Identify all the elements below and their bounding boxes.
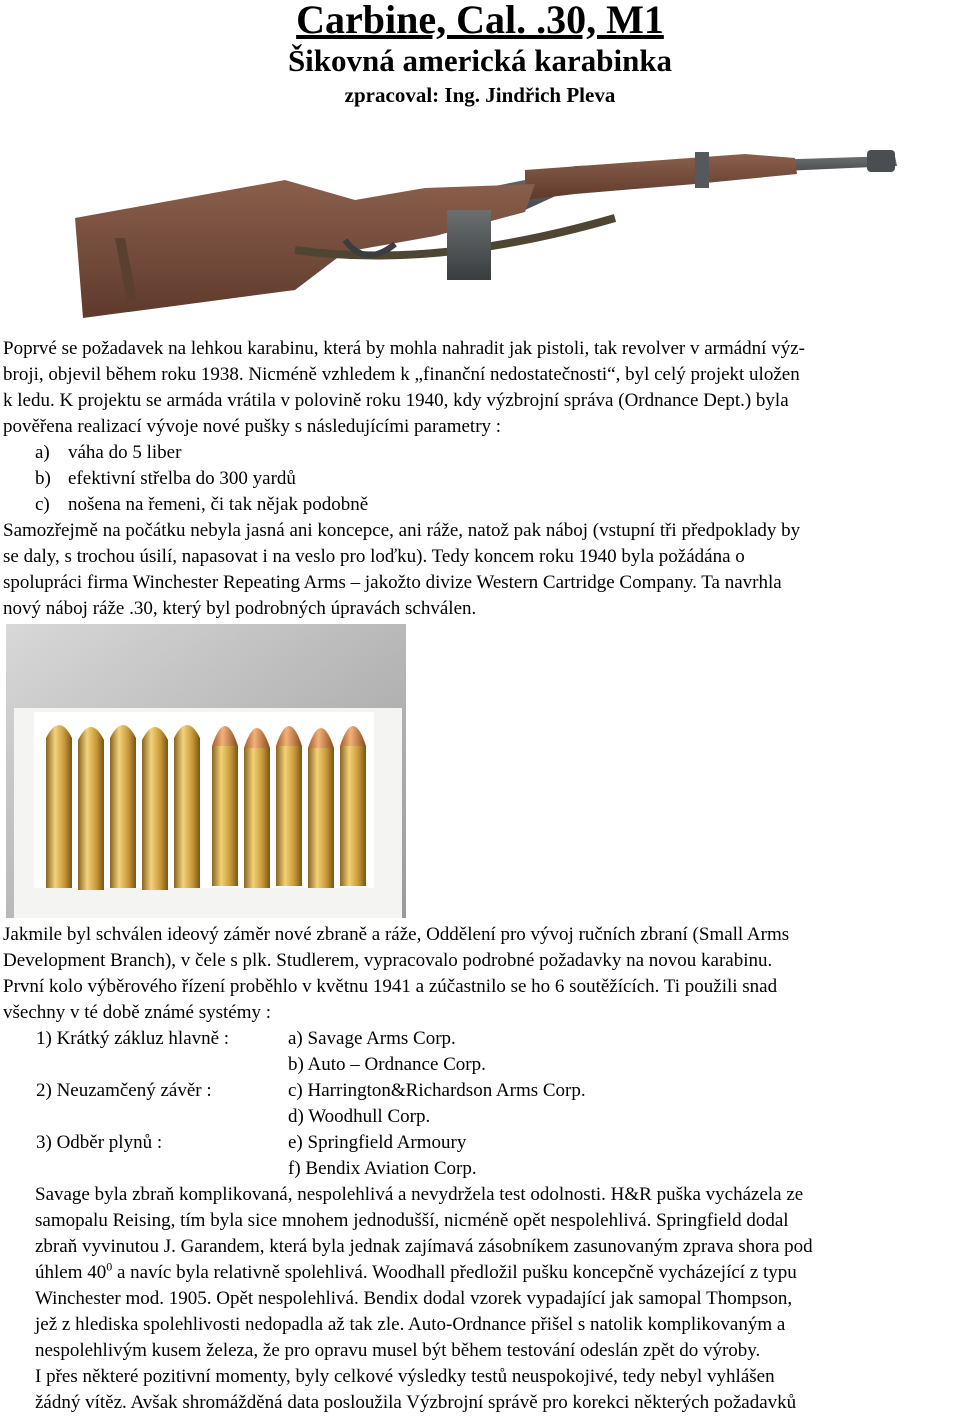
cartridges-photo [6,624,406,918]
intro-line-2: broji, objevil během roku 1938. Nicméně vzhledem k „finanční nedostatečnosti“, byl celý projekt uložen [3,364,800,385]
eval-line-2: samopalu Reising, tím byla sice mnohem jednodušší, nicméně opět nespolehlivá. Springfield dodal [35,1210,789,1231]
dev-line-2: Development Branch), v čele s plk. Studlerem, vypracovalo podrobné požadavky na novou karabinu. [3,950,773,971]
magazine [447,210,491,280]
eval-line-7: nespolehlivým kusem železa, že pro opravu musel být během testování odeslán zpět do výroby. [35,1340,761,1361]
intro-more-line-3: spolupráci firma Winchester Repeating Arms – jakožto divize Western Cartridge Company. Ta navrhla [3,572,782,593]
param-text: váha do 5 liber [68,442,182,463]
system-group: 3) Odběr plynů : [36,1132,163,1153]
system-entry: a) Savage Arms Corp. [288,1028,456,1049]
param-label: a) [35,442,50,463]
eval-line-5: Winchester mod. 1905. Opět nespolehlivá. Bendix dodal vzorek vypadající jak samopal Thompson, [35,1288,793,1309]
page-title: Carbine, Cal. .30, M1 [296,0,664,42]
intro-more-line-1: Samozřejmě na počátku nebyla jasná ani koncepce, ani ráže, natož pak náboj (vstupní tři předpoklady by [3,520,801,541]
system-entry: f) Bendix Aviation Corp. [288,1158,477,1179]
param-text: efektivní střelba do 300 yardů [68,468,296,489]
intro-more-line-2: se daly, s trochou úsilí, napasovat i na veslo pro loďku). Tedy koncem roku 1940 byla požádána o [3,546,745,567]
intro-more-line-4: nový náboj ráže .30, který byl podrobných úpravách schválen. [3,598,477,619]
intro-line-3: k ledu. K projektu se armáda vrátila v polovině roku 1940, kdy výzbrojní správa (Ordnance Dept.) byla [3,390,789,411]
forearm [525,154,797,200]
eval-line-6: jež z hlediska spolehlivosti nedopadla až tak zle. Auto-Ordnance přišel s natolik komplikovaným a [35,1314,786,1335]
dev-line-1: Jakmile byl schválen ideový záměr nové zbraně a ráže, Oddělení pro vývoj ručních zbraní (Small Arms [3,924,790,945]
param-text: nošena na řemeni, či tak nějak podobně [68,494,369,515]
system-entry: b) Auto – Ordnance Corp. [288,1054,486,1075]
intro-line-4: pověřena realizací vývoje nové pušky s následujícími parametry : [3,416,502,437]
system-entry: c) Harrington&Richardson Arms Corp. [288,1080,586,1101]
front-sight [867,150,895,172]
eval-line-4-end: a navíc byla relativně spolehlivá. Woodhall předložil pušku koncepčně vycházející z typu [112,1262,797,1283]
eval-line-4-start: úhlem 40 [35,1262,107,1283]
dev-line-4: všechny v té době známé systémy : [3,1002,272,1023]
param-label: b) [35,468,51,489]
intro-line-1: Poprvé se požadavek na lehkou karabinu, která by mohla nahradit jak pistoli, tak revolver v armádní výz- [3,338,805,359]
eval-line-8: I přes některé pozitivní momenty, byly celkové výsledky testů neuspokojivé, tedy nebyl vyhlášen [35,1366,775,1387]
system-entry: d) Woodhull Corp. [288,1106,431,1127]
param-label: c) [35,494,50,515]
m1-carbine-photo [55,140,925,320]
degree-superscript: 0 [106,1259,113,1274]
author-line: zpracoval: Ing. Jindřich Pleva [344,83,616,107]
eval-line-9: žádný vítěz. Avšak shromážděná data posloužila Výzbrojní správě pro korekci některých požadavků [35,1392,797,1413]
system-group: 1) Krátký zákluz hlavně : [36,1028,230,1049]
eval-line-4 [35,1260,960,1286]
dev-line-3: První kolo výběrového řízení proběhlo v květnu 1941 a zúčastnilo se ho 6 soutěžících. Ti použili snad [3,976,778,997]
barrel-band [695,152,709,188]
eval-line-3: zbraň vyvinutou J. Garandem, která byla jednak zajímavá zásobníkem zasunovaným zprava shora pod [35,1236,813,1257]
eval-line-1: Savage byla zbraň komplikovaná, nespolehlivá a nevydržela test odolnosti. H&R puška vycházela ze [35,1184,804,1205]
page-subtitle: Šikovná americká karabinka [287,43,673,78]
system-group: 2) Neuzamčený závěr : [36,1080,212,1101]
system-entry: e) Springfield Armoury [288,1132,467,1153]
